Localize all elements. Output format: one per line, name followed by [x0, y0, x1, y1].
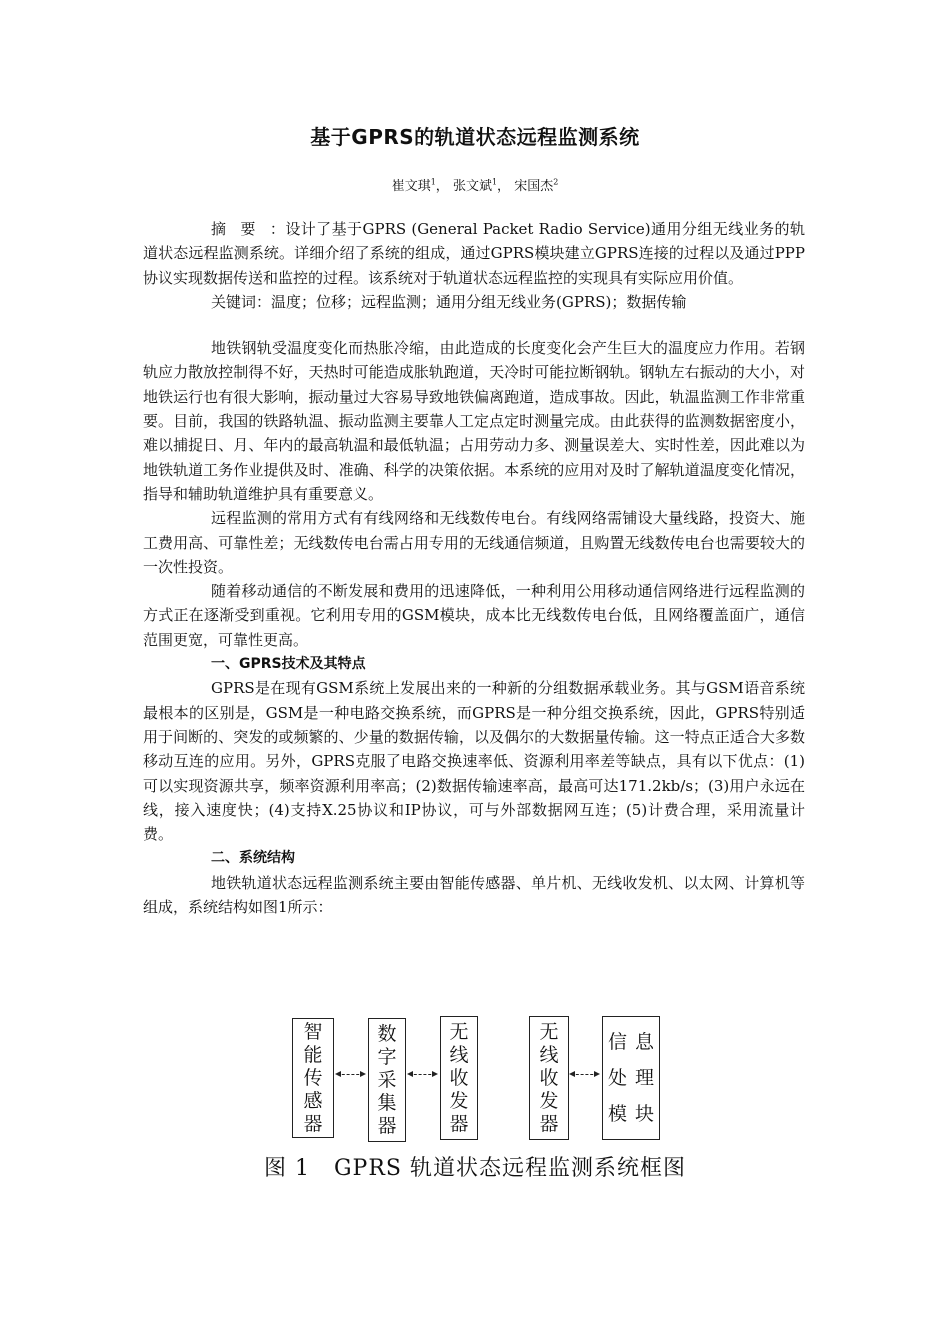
box-char: 块	[635, 1103, 655, 1125]
box-char: 收	[449, 1066, 469, 1089]
abstract-label: 摘要	[211, 220, 270, 238]
sensor-box	[292, 1018, 334, 1138]
box-char: 模	[607, 1103, 627, 1125]
bidirectional-arrow	[571, 1074, 598, 1075]
figure-caption	[0, 1151, 950, 1182]
box-char: 处	[607, 1067, 627, 1089]
bidirectional-arrow	[409, 1074, 436, 1075]
box-char: 信	[607, 1031, 627, 1053]
box-char: 无	[449, 1020, 469, 1043]
author-affiliation: 2	[553, 177, 559, 187]
section-paragraph: GPRS是在现有GSM系统上发展出来的一种新的分组数据承载业务。其与GSM语音系统最根本的区别是，GSM是一种电路交换系统，而GPRS是一种分组交换系统，因此，GPRS特别适用于间断的、突发的或频繁的、少量的数据传输，以及偶尔的大数据量传输。这一特点正适合大多数移动互连的应用。另外，GPRS克服了电路交换速率低、资源利用率差等缺点，具有以下优点：(1)可以实现资源共享，频率资源利用率高；(2)数据传输速率高，最高可达171.2kb/s；(3)用户永远在线，接入速度快；(4)支持X.25协议和IP协议，可与外部数据网互连；(5)计费合理，采用流量计费。	[143, 679, 805, 844]
data-acquisition-box	[368, 1018, 406, 1142]
figure-caption-text: GPRS 轨道状态远程监测系统框图	[333, 1156, 686, 1181]
section-paragraph: 地铁轨道状态远程监测系统主要由智能传感器、单片机、无线收发机、以太网、计算机等组成，系统结构如图1所示：	[143, 873, 805, 917]
box-char: 智	[303, 1020, 323, 1043]
box-char: 理	[635, 1067, 655, 1089]
paper-title: 基于GPRS的轨道状态远程监测系统	[310, 125, 640, 149]
box-char: 器	[539, 1112, 559, 1135]
box-char: 收	[539, 1066, 559, 1089]
box-char: 器	[377, 1114, 397, 1137]
intro-paragraph: 随着移动通信的不断发展和费用的迅速降低，一种利用公用移动通信网络进行远程监测的方式正在逐渐受到重视。它利用专用的GSM模块，成本比无线数传电台低，且网络覆盖面广，通信范围更宽，可靠性更高。	[143, 582, 805, 649]
intro-paragraph: 远程监测的常用方式有有线网络和无线数传电台。有线网络需铺设大量线路，投资大、施工费用高、可靠性差；无线数传电台需占用专用的无线通信频道，且购置无线数传电台也需要较大的一次性投资。	[143, 509, 805, 576]
box-char: 息	[635, 1031, 655, 1053]
box-char: 传	[303, 1066, 323, 1089]
box-char: 无	[539, 1020, 559, 1043]
wireless-transceiver-box	[529, 1016, 569, 1140]
box-char: 线	[449, 1043, 469, 1066]
box-column	[635, 1024, 654, 1132]
abstract-text: 设计了基于GPRS (General Packet Radio Service)通用分组无线业务的轨道状态远程监测系统。详细介绍了系统的组成，通过GPRS模块建立GPRS连接的过程以及通过PPP协议实现数据传送和监控的过程。该系统对于轨道状态远程监控的实现具有实际应用价值。	[143, 220, 805, 287]
author-affiliation: 1	[430, 177, 436, 187]
keywords	[143, 290, 805, 314]
bidirectional-arrow	[337, 1074, 364, 1075]
abstract: 摘要：设计了基于GPRS (General Packet Radio Service)通用分组无线业务的轨道状态远程监测系统。详细介绍了系统的组成，通过GPRS模块建立GPRS连接的过程以及通过PPP协议实现数据传送和监控的过程。该系统对于轨道状态远程监控的实现具有实际应用价值。	[143, 220, 805, 287]
wireless-transceiver-box	[440, 1016, 478, 1140]
keywords-text: 温度；位移；远程监测；通用分组无线业务(GPRS)；数据传输	[271, 292, 687, 311]
box-char: 器	[303, 1112, 323, 1135]
box-char: 集	[377, 1091, 397, 1114]
author-name: 宋国杰	[514, 179, 554, 194]
section-heading: 一、GPRS技术及其特点	[211, 656, 366, 673]
box-column	[608, 1024, 627, 1132]
box-char: 字	[377, 1045, 397, 1068]
figure-number: 图 1	[263, 1156, 310, 1181]
paper-body	[143, 217, 805, 919]
author-list: 崔文琪$^1$， 张文斌$^1$， 宋国杰$^2$	[391, 177, 559, 194]
box-char: 感	[303, 1089, 323, 1112]
box-char: 发	[539, 1089, 559, 1112]
box-char: 发	[449, 1089, 469, 1112]
intro-paragraph: 地铁钢轨受温度变化而热胀冷缩，由此造成的长度变化会产生巨大的温度应力作用。若钢轨应力散放控制得不好，天热时可能造成胀轨跑道，天冷时可能拉断钢轨。钢轨左右振动的大小，对地铁运行也有很大影响，振动量过大容易导致地铁偏离跑道，造成事故。因此，轨温监测工作非常重要。目前，我国的铁路轨温、振动监测主要靠人工定点定时测量完成。由此获得的监测数据密度小，难以捕捉日、月、年内的最高轨温和最低轨温；占用劳动力多、测量误差大、实时性差，因此难以为地铁轨道工务作业提供及时、准确、科学的决策依据。本系统的应用对及时了解轨道温度变化情况，指导和辅助轨道维护具有重要意义。	[143, 339, 805, 503]
box-char: 采	[377, 1068, 397, 1091]
author-affiliation: 1	[491, 177, 498, 187]
box-char: 能	[303, 1043, 323, 1066]
author-name: 崔文琪	[391, 179, 431, 194]
box-char: 器	[449, 1112, 469, 1135]
box-char: 数	[377, 1022, 397, 1045]
author-name: 张文斌	[452, 179, 492, 194]
box-char: 线	[539, 1043, 559, 1066]
info-processing-box	[602, 1016, 660, 1140]
keywords-label: 关键词：	[211, 292, 272, 311]
section-heading: 二、系统结构	[211, 850, 295, 867]
